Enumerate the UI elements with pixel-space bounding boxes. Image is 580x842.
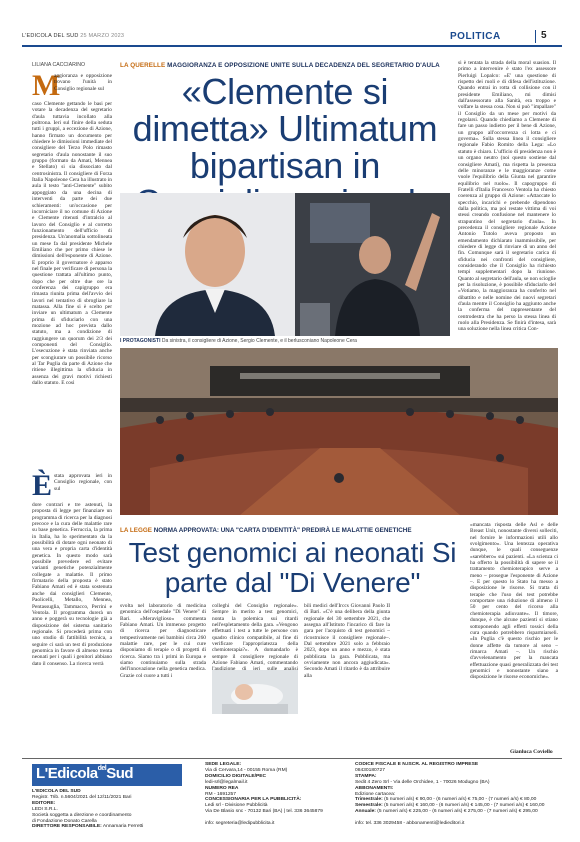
footer-line: DIRETTORE RESPONSABILE: Annamaria Ferretti	[32, 824, 144, 830]
footer-line: SEDE LEGALE:	[205, 762, 242, 767]
page-number: 5	[541, 30, 547, 41]
footer-line: DOMICILIO DIGITALE/PEC	[205, 773, 267, 779]
article1-column: caso Clemente gettando le basi per votare la decadenza del segretario d'aula tuttavia incollato alla poltrona. Ieri sul finire della seduta tutti i gruppi, a eccezione di Azione, hanno firmato un documento per chiedere le dimissioni immediate del consigliere del Terzo Polo rimasto segretario d'aula nonostante il suo gruppo (formato da Amati, Mennea e Stellato) si sia dissociato dal centrosinistra. Il consigliere di Forza Italia Napoleone Cera ha illustrato in aula il testo "anti-Clemente" subito appoggiato da una decina di interventi da parte dei due schieramenti: un'occasione per incorniciare il no comune di Azione e Clemente ritenuti d'intralcio al lavoro del Consiglio e al corretto funzionamento dell'ufficio di presidenza. Un'anomalia sottolineata un mese fa dal presidente Michele Emiliano che per primo chiese le dimissioni dell'esponente di Azione. E proprio il governatore è apparso nel finale per verificare di persona la questione trattata all'ultimo punto, dopo che per oltre due ore la conferenza dei capigruppo era rimasta riunita prima dell'avvio dei lavori nel tentativo di sbrogliare la matassa. Alla fine si è scelto per inviare un ultimatum a Clemente prima di sfiduciarlo con una mozione ad hoc prevista dallo statuto, ma a condizione di raggiungere un quorum dei 2/3 dei componenti del Consiglio. L'esecuzione è stata rinviata anche per scongiurare un possibile ricorso al Tar Puglia da parte di Azione che ritiene illegittima la sfiducia in assenza dei gravi motivi richiesti dallo statuto. E così	[32, 101, 112, 387]
footer-line: Via De Blasio snc - 70132 Bari (BA) | tel. 336 3645879	[205, 809, 323, 815]
footer-line: CONCESSIONARIA PER LA PUBBLICITÀ:	[205, 797, 302, 803]
article2-column-4: bili medici dell'Irccs Giovanni Paolo II di Bari. «C'è una delibera della giunta regionale del 30 settembre 2021, che assegna all'Istituto l'incarico di fare la gara per l'acquisto di test genomici – ricostruisce il consigliere regionale–. Dal settembre 2021 solo a febbraio 2023, dopo un anno e mezzo, è stata pubblicata la gara. Pubblicata, ma ovviamente non ancora aggiudicata». Secondo Amati il ritardo è da attribuire alla	[304, 603, 390, 679]
article2-right-column: «mancata risposta delle Asl e delle Breast Unit, nonostante diversi solleciti, nel fornire le informazioni utili allo svolgimento». Una lentezza operativa dunque, le quali conseguenze «sarebbero» sui pazienti. «La scienza ci ha offerto la possibilità di sapere se il trattamento chemioterapico serve a meno – prosegue l'esponente di Azione –. E per questo lo Stato ha messo a disposizione le risorse. Si tratta di terapie che l'uso dei test potrebbe comportare una riduzione di almeno il 50 per cento del ricorso alla chemioterapia adiuvante». Il timore, dunque, è che alcune pazienti si stiano sottoponendo agli effetti tossici della cura quando potrebbero risparmiarseli. «In Puglia c'è questo rischio per le donne affette da tumore al seno – rimarca Amati –. Un rischio d'avvelenamento per la mancata effettuazione quasi generalizzata dei test genomici e nonostante siano a disposizione le risorse economiche».	[470, 522, 558, 681]
footer-line: NUMERO REA	[205, 785, 239, 791]
footer-line: L'EDICOLA DEL SUD	[32, 789, 81, 794]
newborn-photo	[212, 670, 298, 714]
article2-kicker	[120, 527, 412, 534]
footer-rule	[22, 758, 562, 759]
footer-line: RM - 1691257	[205, 791, 236, 797]
footer-subscription-info	[355, 762, 565, 827]
header-divider	[535, 30, 536, 43]
kicker-text: NORMA APPROVATA: UNA "CARTA D'IDENTITÀ" PREDIRÀ LE MALATTIE GENETICHE	[153, 527, 412, 534]
article1-lead: aggioranza e opposizione trovano l'unità in Consiglio regionale sul	[54, 73, 112, 92]
article2-column-2: svolta nel laboratorio di medicina genomica dell'ospedale "Di Venere" di Bari. «Meraviglioso» commenta Fabiano Amati. Un immenso progetto di ricerca per diagnosticare tempestivamente nei bambini circa 260 malattie rare, per le cui cure disponiamo di terapie o di progetti di ricerca. Siamo tra i primi in Europa e siamo continuiamo sulla strada dell'innovazione nella genetica medica. Grazie col cuore a tutti i	[120, 603, 206, 679]
article1-kicker	[120, 62, 440, 69]
kicker-text: MAGGIORANZA E OPPOSIZIONE UNITE SULLA DECADENZA DEL SEGRETARIO D'AULA	[167, 62, 440, 69]
protagonists-photo	[120, 193, 450, 336]
article2-headline: Test genomici ai neonati Si parte dal "Di Venere"	[128, 537, 457, 598]
footer-line: Semestrale: (5 numeri a/s) € 160,00 - (6 numeri a/s) € 145,00 - (7 numeri a/s) € 160,00	[355, 803, 545, 809]
footer-office-info	[205, 762, 355, 827]
article2-column-1: dore contrari e tre astenuti, la proposta di legge per finanziare un programma di ricerca per la diagnosi precoce e la cura delle malattie rare su base genetica. Ferruccia, la prima in Italia, ha lo sperimentato da la possibilità di dotare ogni neonato di una vera e propria carta d'identità genetica. In questo modo sarà possibile prevedere ed evitare varianti genetiche potenzialmente collegate a malattie. Il primo firmatario della proposta è stato Fabiano Amati ed è stata sostenuta anche dai consiglieri Clemente, Paolicelli, Metallo, Mennea, Pentassuglia, Tammacco, Perrini e Ventola. Il programma durerà un anno e poggerà su tecnologie già a disposizione del sistema sanitario regionale. Si procederà prima con uno studio di fattibilità tecnica, a seguire ci sarà un test di produzione genomica in favore di almeno trenta neonati per i quali i genitori abbiano dato il consenso. La ricerca verrà	[32, 502, 112, 667]
footer-publisher-info	[32, 789, 222, 830]
footer-line: di Fondazione Donato Carella	[32, 818, 97, 824]
footer-line: Società soggetta a direzione e coordinamento	[32, 812, 132, 818]
footer-line: Trimestrale: (5 numeri a/s) € 90,00 - (6 numeri a/s) € 75,00 - (7 numeri a/s) € 80,00	[355, 797, 537, 803]
footer-line: LEDI S.R.L.	[32, 806, 58, 812]
caption-label: I PROTAGONISTI	[120, 338, 161, 344]
paper-name: L'EDICOLA DEL SUD	[22, 33, 79, 39]
article2-dropcap: È	[32, 469, 53, 502]
header-rule	[22, 45, 562, 47]
footer-line: Registr. Trib. n.5604/2021 del 12/11/2021 Bari	[32, 794, 132, 800]
footer-line: Sedit 4 Zero Srl - Via delle Orchidee, 1 - 70026 Modugno (BA)	[355, 779, 490, 785]
running-header	[22, 33, 124, 39]
article1-right-column: si è tentata la strada della moral suasion. Il primo a intervenire è stato l'ex assessore Pierluigi Lopalco: «E' una questione di rispetto dei ruoli e di difesa dell'istituzione. Quando entrai in rotta di collisione con il presidente Emiliano, mi dimisi dall'assessorato alla Sanità, era troppo e volfare la stessa cosa. Non si può "impallare" il Consiglio da un mese per motivi da regolarsi. Quando chiediamo a Clemente di fare un passo indietro per il bene di Azione, un gruppo all'occorrenza ci lotta e ci governa». Sulla stessa linea il consigliere regionale Fabio Romito della Lega: «Lo statuto è chiaro. L'ufficio di presidenza non è un organo neutro (noi questo sostiene dal consigliere Amati), ma rispetta la presenza delle minoranze e le maggioranze come vuole l'equilibrio della Giunta nel garantire equilibrio nel ruolo». Il capogruppo di Fratelli d'Italia Francesco Ventola ha chiesto coerenza al gruppo di Azione: «Attaccate lo specchio, incarichi e prebende dipendono dalla politica, ma poi restate vittima di voi stessi creando confusione nel mantenere lo strapuntino del segretario d'aula». In precedenza il consigliere regionale Azione Antonio Tutolo aveva proposto un emendamento dichiarato inammissibile, per chiedere di legge di rinviare di un anno del fin. Comunque sarà il segretario carica di sfiducia nei confronti del consigliere, considerando che il Consiglio ha richiesto tempi supplementari dopo la riunione. Quanto al segretario dell'aula, se non scioglie per la risoluzione, è possibile sfiduciarlo del «Votiamo, la maggioranza ha conferito nel dibattito e nelle nomine dei nuovi segretari d'aula mentre il Consiglio ha aggiunto anche la conferma del rappresentante del centrodestra che ha perso la stessa linea di ruolo alla Presidenza. Se finirà d'intesa, sarà una soluzione nella linea critica Con-	[458, 60, 556, 333]
footer-line: info: tel. 336 3029458 - abbonamenti@ledieditori.it	[355, 821, 465, 827]
article2-lead: stata approvata ieri in Consiglio regionale, con sul	[54, 473, 112, 492]
section-title: POLITICA	[450, 31, 501, 42]
footer-line: Via di Cervara,14 - 00155 Roma (RM)	[205, 767, 288, 773]
caption-text: Da sinistra, il consigliere di Azione, Sergio Clemente, e il berlusconiano Napoleone Cera	[161, 338, 357, 344]
footer-line: info: segreteria@ledipubblicita.it	[205, 821, 275, 827]
footer-line: Annuale: (5 numeri a/s) € 225,00 - (6 numeri a/s) € 275,00 - (7 numeri a/s) € 295,00	[355, 809, 538, 815]
footer-line: 08430180727	[355, 767, 385, 773]
article2-author: Gianluca Coviello	[510, 749, 553, 755]
footer-line: EDITORE:	[32, 800, 56, 806]
footer-line: CODICE FISCALE E N.ISCR. AL REGISTRO IMPRESE	[355, 762, 479, 767]
kicker-tag: LA LEGGE	[120, 527, 152, 534]
footer-line: STAMPA:	[355, 773, 377, 779]
footer-line: ABBONAMENTI:	[355, 785, 394, 791]
article1-dropcap: M	[32, 69, 61, 102]
article1-headline: «Clemente si dimetta» Ultimatum bipartisan in	[132, 71, 438, 186]
masthead-logo-text: L'Edicola$^{del}$Sud	[36, 765, 134, 782]
footer-line: Ledi srl - Divisione Pubblicità	[205, 803, 268, 809]
issue-date: 25 MARZO 2023	[80, 33, 125, 39]
article1-author: LILIANA CACCIARINO	[32, 62, 86, 68]
photo-caption	[120, 338, 460, 344]
council-chamber-photo	[120, 348, 558, 515]
footer-line: Edizione cartacea:	[355, 791, 396, 797]
article2-column-3: colleghi del Consiglio regionale». Sempre in merito a test genomici, nonta la polemica sui ritardi nell'espletamento della gara. «Vengono effettuati i test a tutte le persone con quadro clinico compatibile, al fine di verificare l'appropriatezza della chemioterapia?». A domandarlo è sempre il consigliere regionale di Azione Fabiano Amati, commentando	[212, 603, 298, 667]
footer-line: ledi-srl@legalmail.it	[205, 779, 248, 785]
kicker-tag: LA QUERELLE	[120, 62, 166, 69]
